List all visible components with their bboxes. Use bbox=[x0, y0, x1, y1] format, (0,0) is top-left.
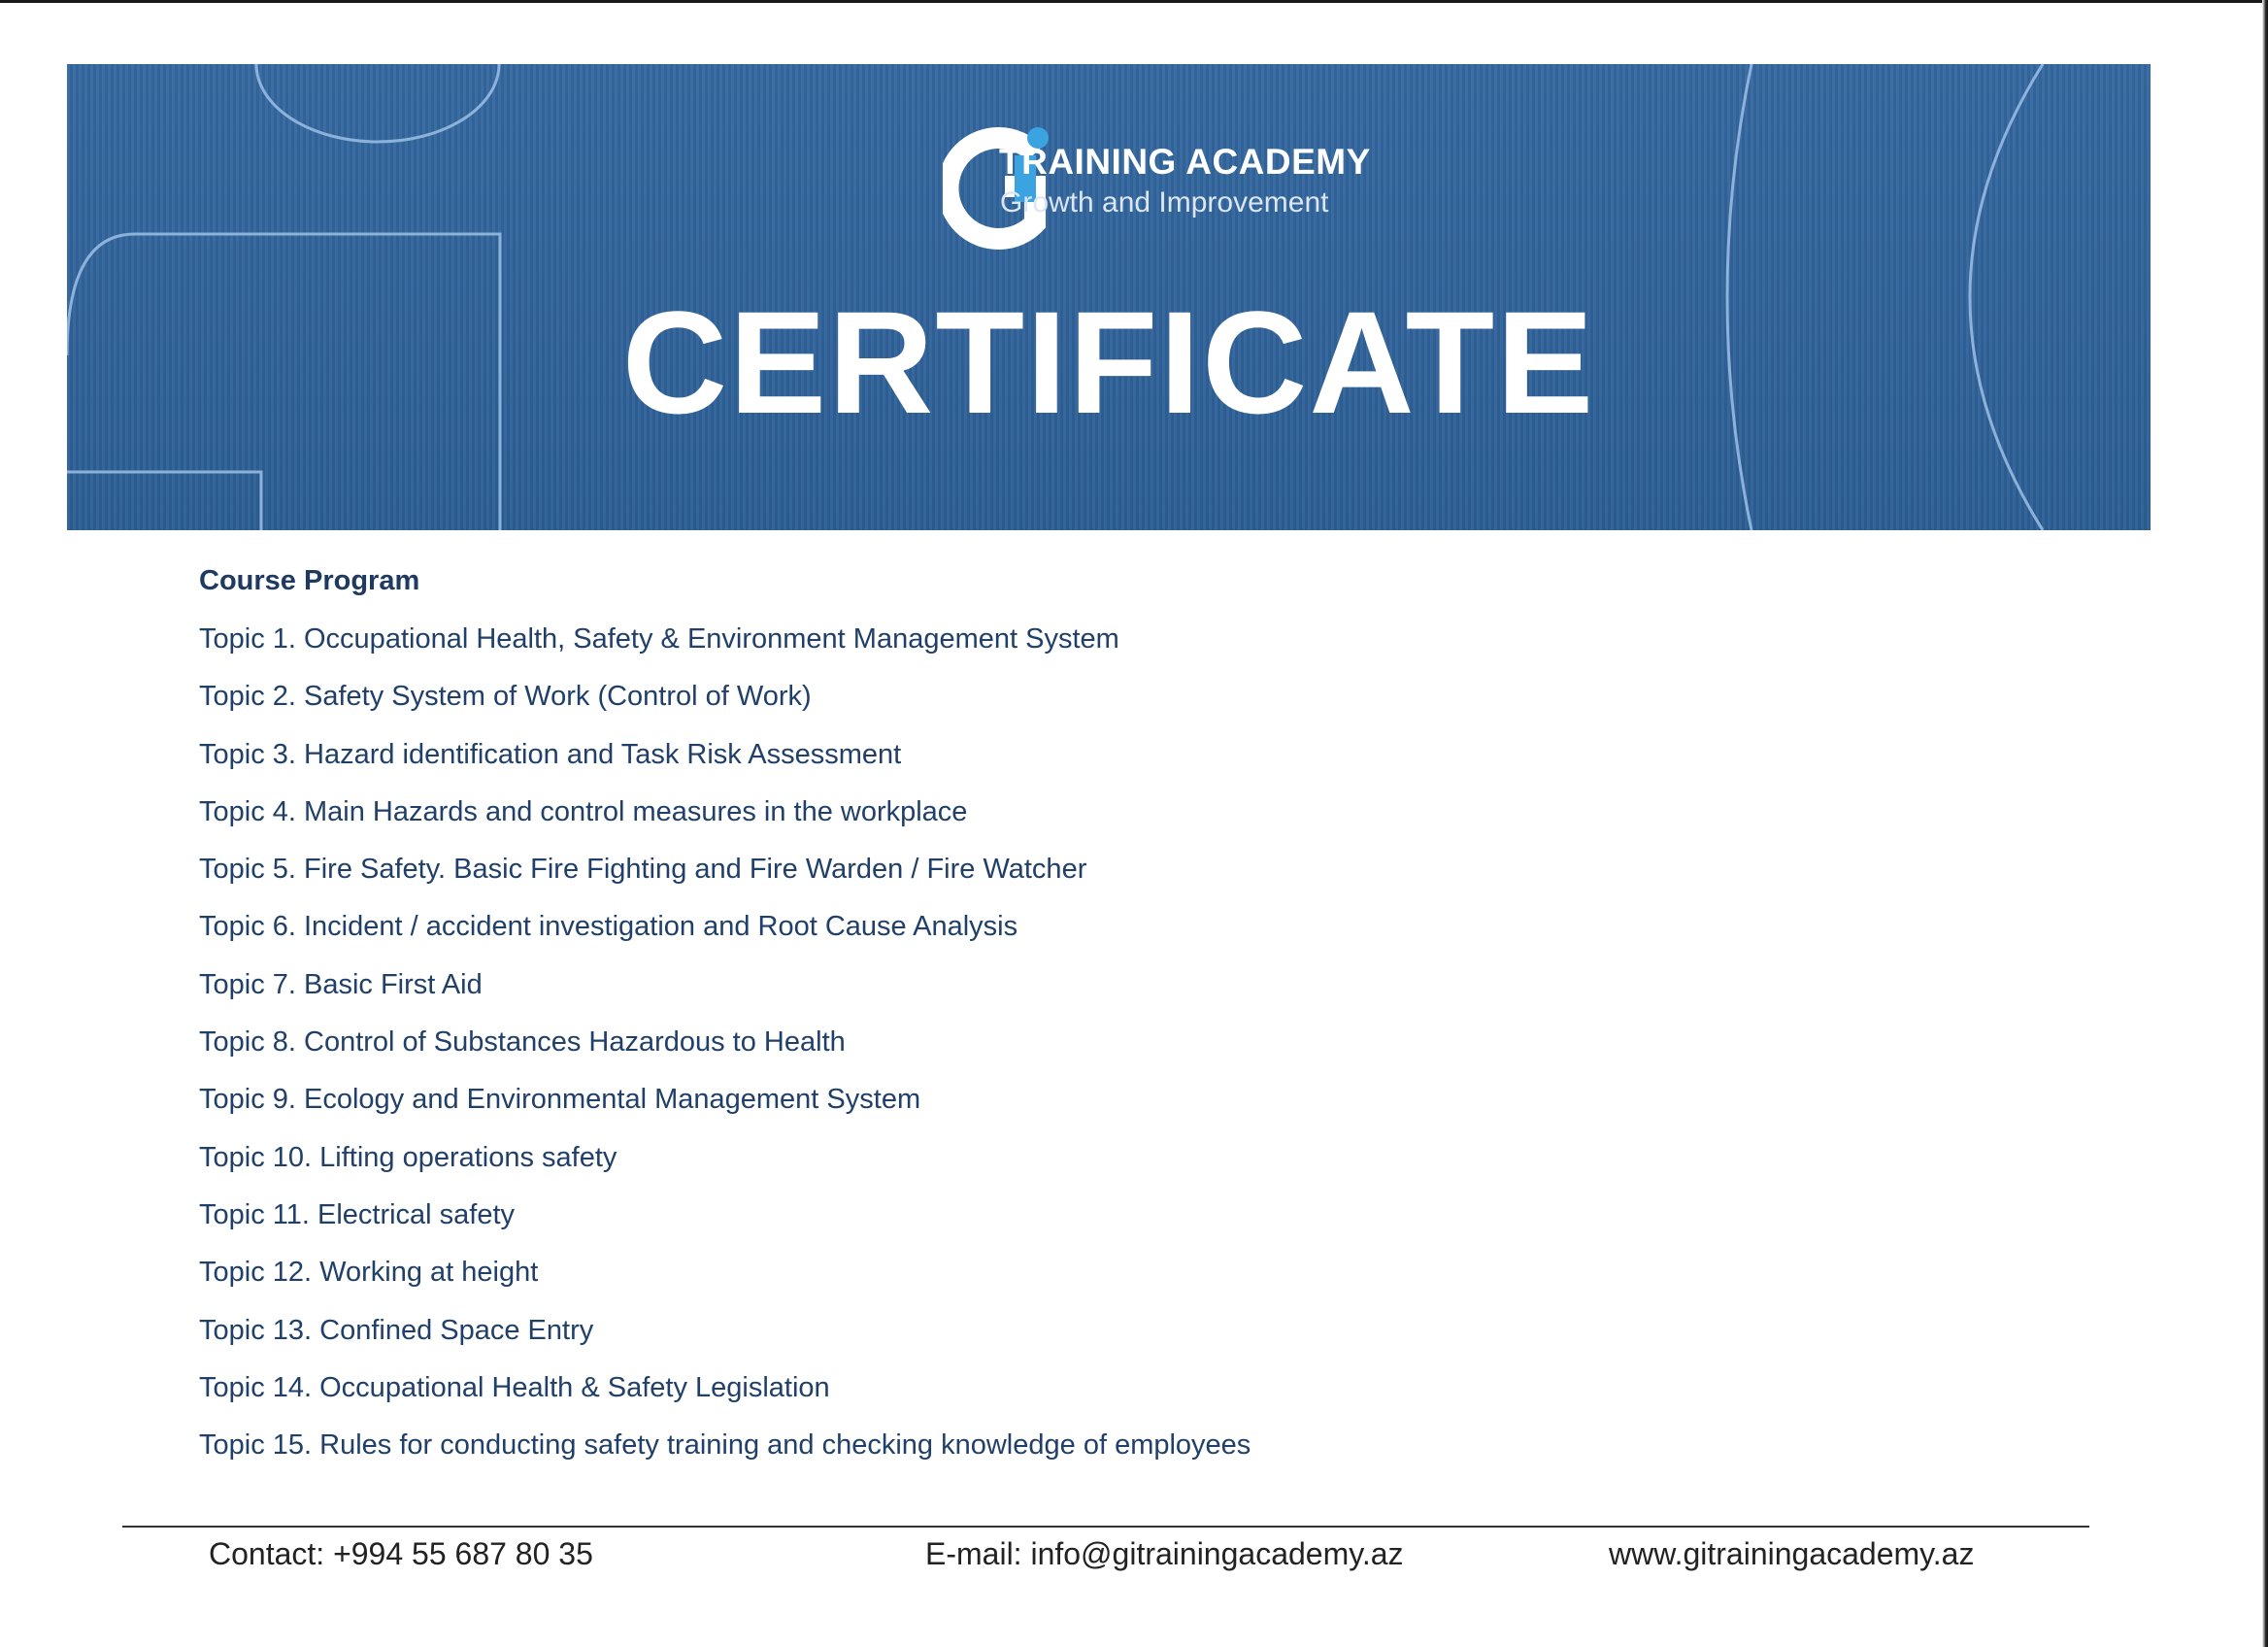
topic-item: Topic 2. Safety System of Work (Control of Work) bbox=[199, 681, 812, 713]
topic-item: Topic 15. Rules for conducting safety training and checking knowledge of employees bbox=[199, 1429, 1251, 1462]
topic-item: Topic 3. Hazard identification and Task Risk Assessment bbox=[199, 738, 902, 770]
topic-item: Topic 1. Occupational Health, Safety & Environment Management System bbox=[199, 623, 1119, 655]
topic-item: Topic 4. Main Hazards and control measures in the workplace bbox=[199, 795, 968, 827]
scan-edge-right bbox=[2262, 0, 2268, 1647]
logo-title: TRAINING ACADEMY bbox=[999, 142, 1371, 182]
program-heading: Course Program bbox=[199, 565, 420, 596]
footer-contact: Contact: +994 55 687 80 35 bbox=[209, 1536, 593, 1571]
footer-email[interactable]: E-mail: info@gitrainingacademy.az bbox=[925, 1536, 1404, 1571]
topic-item: Topic 8. Control of Substances Hazardous to Health bbox=[199, 1026, 846, 1059]
topic-item: Topic 10. Lifting operations safety bbox=[199, 1141, 617, 1173]
footer-divider bbox=[122, 1526, 2089, 1528]
topic-item: Topic 14. Occupational Health & Safety Legislation bbox=[199, 1371, 830, 1403]
certificate-title: CERTIFICATE bbox=[621, 281, 1596, 444]
topic-item: Topic 11. Electrical safety bbox=[199, 1198, 516, 1230]
topic-item: Topic 12. Working at height bbox=[199, 1257, 539, 1289]
topic-item: Topic 7. Basic First Aid bbox=[199, 968, 483, 1000]
scan-edge-top bbox=[0, 0, 2268, 3]
topic-item: Topic 5. Fire Safety. Basic Fire Fighting and Fire Warden / Fire Watcher bbox=[199, 854, 1087, 886]
logo-subtitle: Growth and Improvement bbox=[1000, 186, 1329, 218]
topic-item: Topic 13. Confined Space Entry bbox=[199, 1314, 594, 1346]
course-program bbox=[199, 565, 2044, 1485]
topic-item: Topic 6. Incident / accident investigation and Root Cause Analysis bbox=[199, 911, 1018, 943]
footer-website[interactable]: www.gitrainingacademy.az bbox=[1609, 1536, 1975, 1571]
certificate-banner bbox=[67, 64, 2151, 530]
topic-item: Topic 9. Ecology and Environmental Management System bbox=[199, 1084, 921, 1116]
